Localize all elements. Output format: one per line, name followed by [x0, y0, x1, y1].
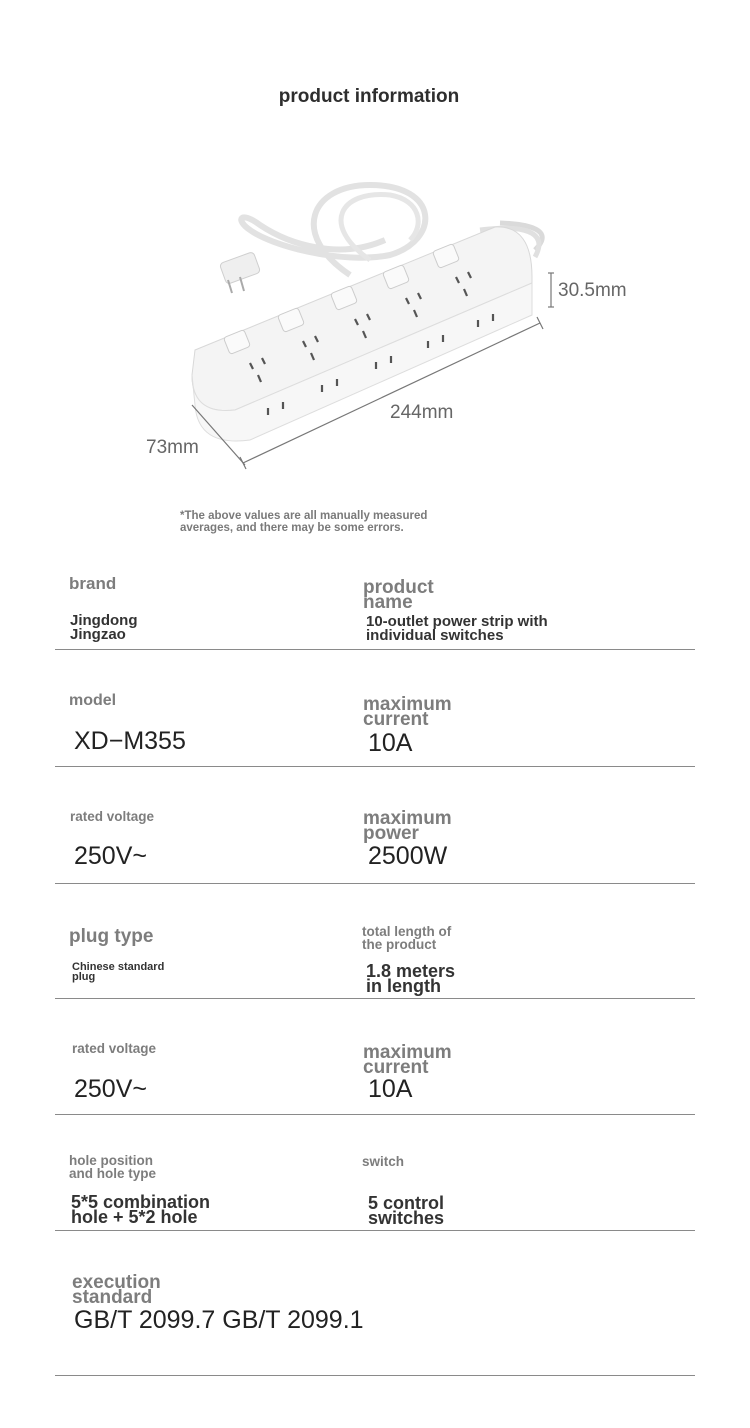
rated-voltage-value: 250V~ — [74, 1075, 147, 1103]
page-title: product information — [278, 86, 460, 107]
length-dimension-label: 244mm — [390, 402, 454, 423]
max-current-value: 10A — [368, 729, 413, 757]
measurement-note: *The above values are all manually measured averages, and there may be some errors. — [180, 510, 428, 534]
max-current-label: maximum current — [363, 694, 452, 730]
switch-label: switch — [362, 1154, 405, 1169]
row-divider — [55, 998, 695, 999]
max-power-label: maximum power — [363, 808, 452, 844]
product-name-label: product name — [363, 577, 434, 613]
power-strip-figure — [140, 165, 660, 485]
total-length-label: total length of the product — [362, 924, 452, 952]
max-current-label: maximum current — [363, 1042, 452, 1078]
row-divider — [55, 1230, 695, 1231]
max-power-value: 2500W — [368, 842, 448, 870]
max-current-value: 10A — [368, 1075, 413, 1103]
hole-type-value: 5*5 combination hole + 5*2 hole — [71, 1192, 211, 1227]
model-label: model — [69, 692, 117, 709]
product-name-value: 10-outlet power strip with individual switches — [366, 613, 548, 644]
hole-type-label: hole position and hole type — [69, 1153, 157, 1181]
width-dimension-label: 73mm — [146, 437, 199, 458]
rated-voltage-label: rated voltage — [72, 1041, 157, 1056]
rated-voltage-label: rated voltage — [70, 809, 155, 824]
row-divider — [55, 1114, 695, 1115]
height-dimension-label: 30.5mm — [558, 280, 627, 301]
row-divider — [55, 649, 695, 650]
execution-standard-label: execution standard — [72, 1272, 161, 1308]
row-divider — [55, 766, 695, 767]
rated-voltage-value: 250V~ — [74, 842, 147, 870]
switch-value: 5 control switches — [368, 1193, 445, 1228]
row-divider — [55, 883, 695, 884]
total-length-value: 1.8 meters in length — [366, 961, 456, 996]
execution-standard-value: GB/T 2099.7 GB/T 2099.1 — [74, 1306, 364, 1334]
power-strip-image — [140, 165, 660, 485]
plug-type-label: plug type — [69, 926, 154, 947]
plug-type-value: Chinese standard plug — [72, 961, 165, 983]
brand-value: Jingdong Jingzao — [70, 612, 138, 643]
model-value: XD−M355 — [74, 727, 186, 755]
row-divider — [55, 1375, 695, 1376]
brand-label: brand — [69, 574, 117, 593]
